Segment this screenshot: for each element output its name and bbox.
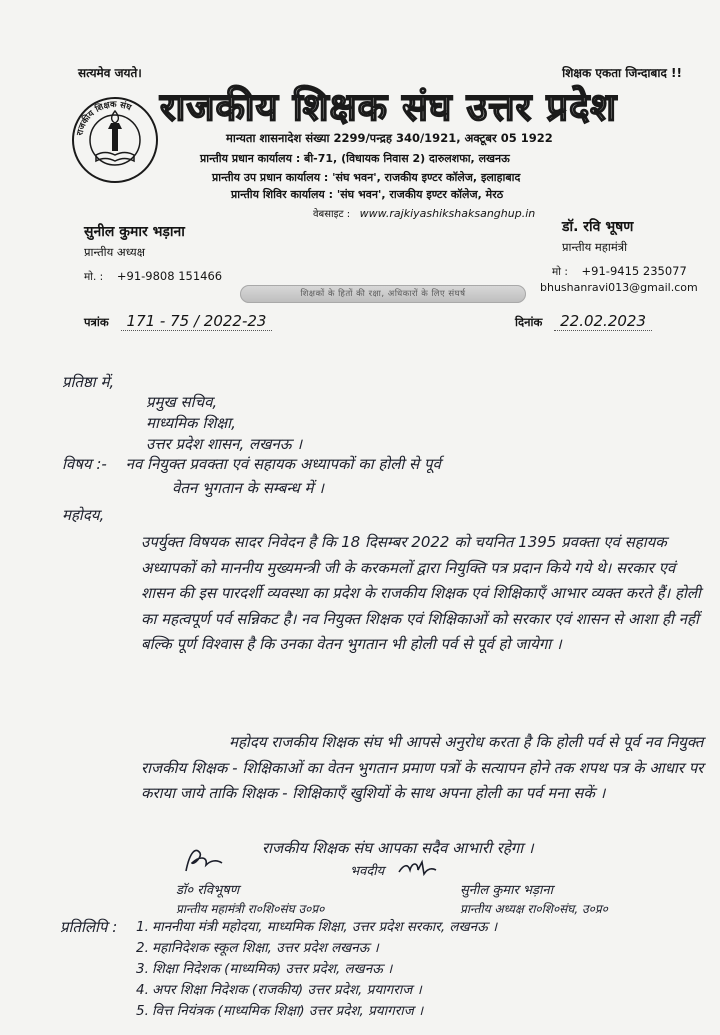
address-line-3: माध्यमिक शिक्षा, [146,414,236,432]
secretary-email: bhushanravi013@gmail.com [540,281,698,294]
closing-line: राजकीय शिक्षक संघ आपका सदैव आभारी रहेगा । [262,839,534,857]
list-item: 3. शिक्षा निदेशक (माध्यमिक) उत्तर प्रदेश, लखनऊ । [136,961,393,977]
registration-line: मान्यता शासनादेश संख्या 2299/पन्द्रह 340/1921, अक्टूबर 05 1922 [226,131,553,145]
signature-left-icon [182,843,228,879]
signatory-name: डॉ० रविभूषण [176,883,240,898]
salutation: महोदय, [62,506,105,524]
union-emblem-icon [70,95,160,185]
subject-text-1: नव नियुक्त प्रवक्ता एवं सहायक अध्यापकों का होली से पूर्व [125,455,441,473]
copy-to-list [136,917,497,1022]
list-item: 1. माननीया मंत्री महोदया, माध्यमिक शिक्षा, उत्तर प्रदेश सरकार, लखनऊ । [136,919,498,935]
subject-text-2: वेतन भुगतान के सम्बन्ध में । [172,479,324,497]
website-link[interactable]: www.rajkiyashikshaksanghup.in [359,207,536,220]
signatory-name: सुनील कुमार भड़ाना [460,883,553,898]
secretary-mobile-label: मो : [552,266,568,278]
motto-right: शिक्षक एकता जिन्दाबाद !! [562,66,682,80]
secretary-mobile [552,264,687,279]
body-paragraph-1: उपर्युक्त विषयक सादर निवेदन है कि 18 दिसम्बर 2022 को चयनित 1395 प्रवक्ता एवं सहायक अध्यापकों को माननीय मुख्यमन्त्री जी के करकमलों द्वारा नियुक्ति पत्र प्रदान किये गये थे। सरकार एवं शासन की इस पारदर्शी व्यवस्था का प्रदेश के राजकीय शिक्षक एवं शिक्षिकाएँ आभार व्यक्त करते हैं। होली का महत्वपूर्ण पर्व सन्निकट है। नव नियुक्त शिक्षक एवं शिक्षिकाओं को सरकार एवं शासन से आशा ही नहीं बल्कि पूर्ण विश्वास है कि उनका वेतन भुगतान भी होली पर्व से पूर्व हो जायेगा । [141,533,701,653]
date-label: दिनांक [515,315,543,329]
letter-date [515,312,652,331]
president-mobile [84,269,222,284]
organisation-name: राजकीय शिक्षक संघ उत्तर प्रदेश [160,84,618,129]
motto-left: सत्यमेव जयते। [78,66,142,80]
subject-label: विषय :- [62,455,107,473]
reference-label: पत्रांक [84,315,109,329]
secretary-mobile-number: +91-9415 235077 [581,264,687,278]
secretary-name: डॉ. रवि भूषण [562,219,634,235]
list-item: 2. महानिदेशक स्कूल शिक्षा, उत्तर प्रदेश लखनऊ । [136,940,379,956]
deputy-office-address: प्रान्तीय उप प्रधान कार्यालय : 'संघ भवन', राजकीय इण्टर कॉलेज, इलाहाबाद [212,171,521,184]
website-line [313,206,535,220]
svg-text:राजकीय शिक्षक संघ [75,99,133,137]
address-line-2: प्रमुख सचिव, [146,393,218,411]
president-mobile-number: +91-9808 151466 [116,269,223,283]
date-value: 22.02.2023 [554,312,652,331]
president-block [84,222,185,260]
signatory-president [460,880,608,917]
website-label: वेबसाइट : [313,209,351,220]
body-paragraph-2: महोदय राजकीय शिक्षक संघ भी आपसे अनुरोध करता है कि होली पर्व से पूर्व नव नियुक्त राजकीय शिक्षक - शिक्षिकाओं का वेतन भुगतान प्रमाण पत्रों के सत्यापन होने तक शपथ पत्र के आधार पर कराया जाये ताकि शिक्षक - शिक्षिकाएँ खुशियों के साथ अपना होली का पर्व मना सकें । [141,733,704,802]
head-office-address: प्रान्तीय प्रधान कार्यालय : बी-71, (विधायक निवास 2) दारुलशफा, लखनऊ [200,152,510,165]
reference-value: 171 - 75 / 2022-23 [121,312,273,331]
reference-number [84,312,272,331]
address-line-1: प्रतिष्ठा में, [62,373,115,391]
list-item: 4. अपर शिक्षा निदेशक (राजकीय) उत्तर प्रदेश, प्रयागराज । [136,982,422,998]
camp-office-address: प्रान्तीय शिविर कार्यालय : 'संघ भवन', राजकीय इण्टर कॉलेज, मेरठ [231,188,504,201]
subject-line [62,454,441,474]
president-name: सुनील कुमार भड़ाना [84,224,185,240]
signatory-secretary [176,880,324,917]
slogan-banner: शिक्षकों के हितों की रक्षा, अधिकारों के लिए संघर्ष [240,285,526,303]
secretary-block [562,217,633,255]
copy-to-label: प्रतिलिपि : [60,918,118,936]
signature-right-icon [396,858,438,880]
list-item: 5. वित्त नियंत्रक (माध्यमिक शिक्षा) उत्तर प्रदेश, प्रयागराज । [136,1003,424,1019]
signatory-role: प्रान्तीय महामंत्री रा०शि०संघ उ०प्र० [176,902,325,916]
emblem-label: राजकीय शिक्षक संघ [75,99,133,137]
yours-faithfully: भवदीय [350,864,385,879]
signatory-role: प्रान्तीय अध्यक्ष रा०शि०संघ, उ०प्र० [460,902,608,916]
president-mobile-label: मो. : [84,271,104,283]
address-line-4: उत्तर प्रदेश शासन, लखनऊ । [146,435,303,453]
president-role: प्रान्तीय अध्यक्ष [84,245,145,259]
secretary-role: प्रान्तीय महामंत्री [562,240,628,254]
